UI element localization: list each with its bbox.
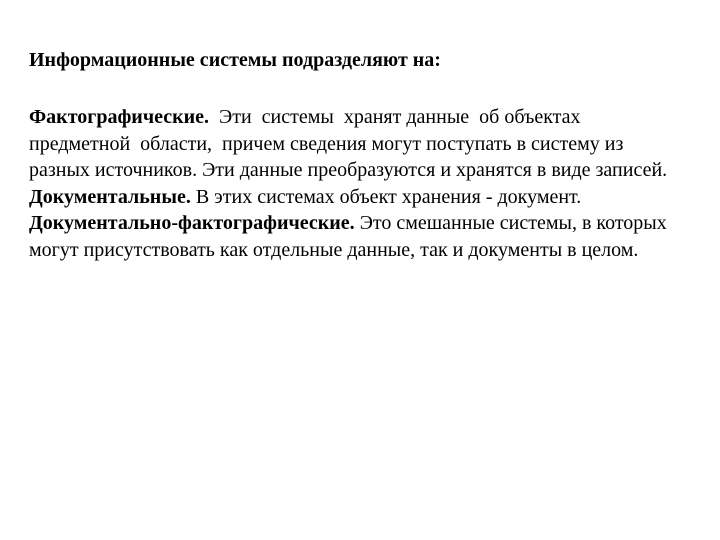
description-documentary: В этих системах объект хранения - документ. <box>190 185 582 208</box>
term-documentary: Документальные. <box>29 185 191 208</box>
section-factographic <box>29 104 679 184</box>
term-mixed: Документально-фактографические. <box>29 212 355 234</box>
slide-body <box>29 104 679 263</box>
description-mixed: Это смешанные системы, в которых могут присутствовать как отдельные данные, так и документы в целом. <box>29 212 667 261</box>
section-documentary <box>29 184 679 211</box>
section-mixed <box>29 210 679 263</box>
term-factographic: Фактографические. <box>29 106 210 128</box>
description-factographic: Эти системы хранят данные об объектах предметной области, причем сведения могут поступать в систему из разных источников. Эти данные преобразуются и хранятся в виде записей. <box>29 106 668 181</box>
slide-heading: Информационные системы подразделяют на: <box>29 49 441 71</box>
